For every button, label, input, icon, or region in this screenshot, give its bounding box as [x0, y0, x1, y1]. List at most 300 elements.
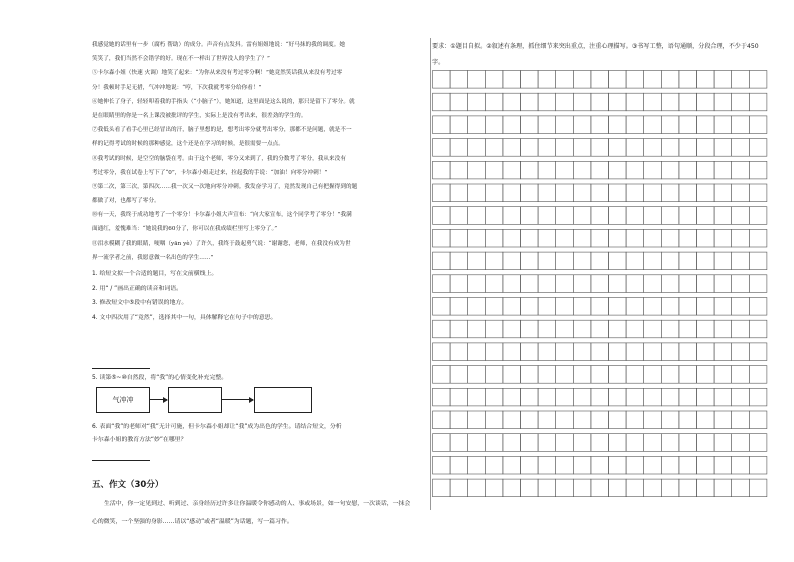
grid-cell[interactable] [679, 298, 697, 316]
grid-cell[interactable] [697, 388, 715, 406]
grid-cell[interactable] [591, 366, 609, 384]
grid-cell[interactable] [485, 343, 503, 361]
grid-cell[interactable] [626, 388, 644, 406]
grid-cell[interactable] [714, 116, 732, 134]
grid-cell[interactable] [591, 298, 609, 316]
grid-cell[interactable] [573, 229, 591, 247]
grid-cell[interactable] [609, 298, 627, 316]
grid-cell[interactable] [450, 207, 468, 225]
grid-cell[interactable] [714, 161, 732, 179]
grid-cell[interactable] [573, 184, 591, 202]
grid-cell[interactable] [433, 116, 451, 134]
flow-box-2[interactable] [168, 387, 222, 413]
grid-cell[interactable] [468, 411, 486, 429]
grid-cell[interactable] [661, 366, 679, 384]
grid-cell[interactable] [749, 71, 767, 89]
grid-cell[interactable] [714, 320, 732, 338]
grid-cell[interactable] [626, 71, 644, 89]
grid-cell[interactable] [450, 434, 468, 452]
grid-cell[interactable] [485, 139, 503, 157]
grid-cell[interactable] [485, 298, 503, 316]
grid-cell[interactable] [644, 207, 662, 225]
grid-cell[interactable] [732, 93, 750, 111]
writing-grid-cells[interactable] [432, 70, 768, 502]
grid-cell[interactable] [485, 252, 503, 270]
grid-cell[interactable] [591, 116, 609, 134]
grid-cell[interactable] [485, 434, 503, 452]
grid-cell[interactable] [626, 161, 644, 179]
grid-cell[interactable] [433, 411, 451, 429]
grid-cell[interactable] [661, 229, 679, 247]
grid-cell[interactable] [697, 456, 715, 474]
grid-cell[interactable] [697, 252, 715, 270]
grid-cell[interactable] [661, 139, 679, 157]
grid-cell[interactable] [661, 411, 679, 429]
grid-cell[interactable] [714, 411, 732, 429]
grid-cell[interactable] [697, 275, 715, 293]
grid-cell[interactable] [714, 434, 732, 452]
grid-cell[interactable] [503, 161, 521, 179]
grid-cell[interactable] [679, 161, 697, 179]
grid-cell[interactable] [503, 116, 521, 134]
grid-cell[interactable] [697, 161, 715, 179]
grid-cell[interactable] [644, 298, 662, 316]
grid-cell[interactable] [521, 207, 539, 225]
grid-cell[interactable] [609, 93, 627, 111]
grid-cell[interactable] [521, 161, 539, 179]
grid-cell[interactable] [609, 207, 627, 225]
grid-cell[interactable] [573, 252, 591, 270]
grid-cell[interactable] [626, 320, 644, 338]
grid-cell[interactable] [679, 116, 697, 134]
grid-cell[interactable] [679, 229, 697, 247]
grid-cell[interactable] [433, 388, 451, 406]
grid-cell[interactable] [450, 275, 468, 293]
grid-cell[interactable] [626, 366, 644, 384]
grid-cell[interactable] [521, 388, 539, 406]
grid-cell[interactable] [714, 275, 732, 293]
grid-cell[interactable] [538, 93, 556, 111]
grid-cell[interactable] [697, 320, 715, 338]
grid-cell[interactable] [609, 388, 627, 406]
grid-cell[interactable] [644, 343, 662, 361]
grid-cell[interactable] [749, 320, 767, 338]
grid-cell[interactable] [732, 71, 750, 89]
grid-cell[interactable] [538, 343, 556, 361]
grid-cell[interactable] [609, 184, 627, 202]
grid-cell[interactable] [644, 71, 662, 89]
grid-cell[interactable] [609, 456, 627, 474]
grid-cell[interactable] [644, 456, 662, 474]
grid-cell[interactable] [433, 479, 451, 497]
grid-cell[interactable] [732, 207, 750, 225]
grid-cell[interactable] [679, 320, 697, 338]
grid-cell[interactable] [679, 252, 697, 270]
grid-cell[interactable] [661, 320, 679, 338]
grid-cell[interactable] [468, 434, 486, 452]
grid-cell[interactable] [485, 456, 503, 474]
grid-cell[interactable] [609, 275, 627, 293]
grid-cell[interactable] [556, 184, 574, 202]
grid-cell[interactable] [503, 229, 521, 247]
grid-cell[interactable] [697, 71, 715, 89]
grid-cell[interactable] [538, 479, 556, 497]
grid-cell[interactable] [521, 479, 539, 497]
grid-cell[interactable] [609, 434, 627, 452]
grid-cell[interactable] [433, 298, 451, 316]
grid-cell[interactable] [609, 320, 627, 338]
grid-cell[interactable] [749, 116, 767, 134]
grid-cell[interactable] [521, 252, 539, 270]
grid-cell[interactable] [714, 207, 732, 225]
grid-cell[interactable] [521, 275, 539, 293]
grid-cell[interactable] [433, 275, 451, 293]
grid-cell[interactable] [556, 207, 574, 225]
grid-cell[interactable] [697, 116, 715, 134]
grid-cell[interactable] [521, 116, 539, 134]
grid-cell[interactable] [644, 411, 662, 429]
grid-cell[interactable] [626, 93, 644, 111]
grid-cell[interactable] [450, 479, 468, 497]
grid-cell[interactable] [538, 184, 556, 202]
grid-cell[interactable] [644, 93, 662, 111]
grid-cell[interactable] [697, 139, 715, 157]
grid-cell[interactable] [573, 411, 591, 429]
grid-cell[interactable] [644, 229, 662, 247]
grid-cell[interactable] [468, 229, 486, 247]
grid-cell[interactable] [626, 184, 644, 202]
grid-cell[interactable] [521, 434, 539, 452]
grid-cell[interactable] [749, 411, 767, 429]
grid-cell[interactable] [433, 456, 451, 474]
grid-cell[interactable] [503, 207, 521, 225]
grid-cell[interactable] [732, 456, 750, 474]
grid-cell[interactable] [591, 411, 609, 429]
grid-cell[interactable] [538, 71, 556, 89]
grid-cell[interactable] [521, 184, 539, 202]
grid-cell[interactable] [732, 229, 750, 247]
grid-cell[interactable] [433, 229, 451, 247]
grid-cell[interactable] [661, 343, 679, 361]
grid-cell[interactable] [468, 93, 486, 111]
grid-cell[interactable] [591, 275, 609, 293]
grid-cell[interactable] [591, 184, 609, 202]
grid-cell[interactable] [538, 139, 556, 157]
grid-cell[interactable] [538, 434, 556, 452]
grid-cell[interactable] [503, 456, 521, 474]
grid-cell[interactable] [521, 93, 539, 111]
grid-cell[interactable] [468, 252, 486, 270]
grid-cell[interactable] [485, 184, 503, 202]
grid-cell[interactable] [591, 456, 609, 474]
grid-cell[interactable] [538, 411, 556, 429]
grid-cell[interactable] [679, 207, 697, 225]
grid-cell[interactable] [573, 207, 591, 225]
grid-cell[interactable] [661, 252, 679, 270]
grid-cell[interactable] [679, 93, 697, 111]
grid-cell[interactable] [521, 456, 539, 474]
grid-cell[interactable] [591, 71, 609, 89]
grid-cell[interactable] [591, 229, 609, 247]
grid-cell[interactable] [573, 366, 591, 384]
grid-cell[interactable] [485, 366, 503, 384]
grid-cell[interactable] [749, 434, 767, 452]
grid-cell[interactable] [538, 229, 556, 247]
writing-grid[interactable] [432, 70, 768, 502]
grid-cell[interactable] [697, 184, 715, 202]
grid-cell[interactable] [591, 343, 609, 361]
grid-cell[interactable] [749, 343, 767, 361]
grid-cell[interactable] [609, 139, 627, 157]
grid-cell[interactable] [644, 116, 662, 134]
grid-cell[interactable] [644, 479, 662, 497]
grid-cell[interactable] [503, 479, 521, 497]
grid-cell[interactable] [679, 184, 697, 202]
grid-cell[interactable] [521, 343, 539, 361]
grid-cell[interactable] [697, 366, 715, 384]
grid-cell[interactable] [503, 298, 521, 316]
grid-cell[interactable] [714, 456, 732, 474]
grid-cell[interactable] [714, 184, 732, 202]
grid-cell[interactable] [573, 456, 591, 474]
grid-cell[interactable] [661, 116, 679, 134]
grid-cell[interactable] [626, 275, 644, 293]
grid-cell[interactable] [749, 275, 767, 293]
grid-cell[interactable] [450, 229, 468, 247]
grid-cell[interactable] [538, 366, 556, 384]
grid-cell[interactable] [697, 343, 715, 361]
grid-cell[interactable] [626, 298, 644, 316]
grid-cell[interactable] [450, 388, 468, 406]
grid-cell[interactable] [697, 298, 715, 316]
grid-cell[interactable] [538, 275, 556, 293]
grid-cell[interactable] [485, 320, 503, 338]
grid-cell[interactable] [749, 252, 767, 270]
grid-cell[interactable] [538, 116, 556, 134]
grid-cell[interactable] [521, 229, 539, 247]
grid-cell[interactable] [749, 207, 767, 225]
grid-cell[interactable] [626, 207, 644, 225]
grid-cell[interactable] [609, 366, 627, 384]
grid-cell[interactable] [433, 366, 451, 384]
grid-cell[interactable] [732, 116, 750, 134]
grid-cell[interactable] [485, 229, 503, 247]
grid-cell[interactable] [732, 298, 750, 316]
grid-cell[interactable] [450, 93, 468, 111]
grid-cell[interactable] [433, 434, 451, 452]
grid-cell[interactable] [749, 139, 767, 157]
grid-cell[interactable] [749, 479, 767, 497]
grid-cell[interactable] [591, 479, 609, 497]
grid-cell[interactable] [697, 93, 715, 111]
grid-cell[interactable] [503, 184, 521, 202]
grid-cell[interactable] [433, 139, 451, 157]
grid-cell[interactable] [714, 343, 732, 361]
grid-cell[interactable] [591, 93, 609, 111]
grid-cell[interactable] [503, 252, 521, 270]
grid-cell[interactable] [433, 71, 451, 89]
grid-cell[interactable] [468, 116, 486, 134]
grid-cell[interactable] [626, 411, 644, 429]
grid-cell[interactable] [714, 366, 732, 384]
grid-cell[interactable] [591, 207, 609, 225]
grid-cell[interactable] [644, 388, 662, 406]
grid-cell[interactable] [661, 479, 679, 497]
grid-cell[interactable] [732, 252, 750, 270]
grid-cell[interactable] [609, 343, 627, 361]
grid-cell[interactable] [661, 388, 679, 406]
grid-cell[interactable] [556, 139, 574, 157]
grid-cell[interactable] [468, 275, 486, 293]
grid-cell[interactable] [468, 161, 486, 179]
grid-cell[interactable] [697, 229, 715, 247]
grid-cell[interactable] [503, 411, 521, 429]
grid-cell[interactable] [679, 411, 697, 429]
grid-cell[interactable] [485, 275, 503, 293]
grid-cell[interactable] [503, 275, 521, 293]
grid-cell[interactable] [503, 71, 521, 89]
grid-cell[interactable] [661, 298, 679, 316]
grid-cell[interactable] [556, 93, 574, 111]
grid-cell[interactable] [433, 93, 451, 111]
grid-cell[interactable] [661, 434, 679, 452]
grid-cell[interactable] [450, 456, 468, 474]
grid-cell[interactable] [644, 161, 662, 179]
grid-cell[interactable] [450, 252, 468, 270]
grid-cell[interactable] [503, 434, 521, 452]
grid-cell[interactable] [573, 298, 591, 316]
grid-cell[interactable] [433, 207, 451, 225]
grid-cell[interactable] [503, 388, 521, 406]
grid-cell[interactable] [679, 456, 697, 474]
grid-cell[interactable] [556, 71, 574, 89]
grid-cell[interactable] [573, 388, 591, 406]
grid-cell[interactable] [609, 161, 627, 179]
grid-cell[interactable] [521, 139, 539, 157]
grid-cell[interactable] [609, 71, 627, 89]
grid-cell[interactable] [468, 139, 486, 157]
grid-cell[interactable] [714, 388, 732, 406]
grid-cell[interactable] [468, 388, 486, 406]
grid-cell[interactable] [556, 343, 574, 361]
grid-cell[interactable] [503, 320, 521, 338]
grid-cell[interactable] [538, 207, 556, 225]
grid-cell[interactable] [591, 388, 609, 406]
grid-cell[interactable] [591, 434, 609, 452]
grid-cell[interactable] [450, 298, 468, 316]
grid-cell[interactable] [450, 184, 468, 202]
grid-cell[interactable] [732, 184, 750, 202]
grid-cell[interactable] [661, 93, 679, 111]
grid-cell[interactable] [468, 343, 486, 361]
grid-cell[interactable] [679, 366, 697, 384]
grid-cell[interactable] [749, 366, 767, 384]
grid-cell[interactable] [450, 366, 468, 384]
grid-cell[interactable] [556, 116, 574, 134]
grid-cell[interactable] [609, 116, 627, 134]
grid-cell[interactable] [450, 320, 468, 338]
grid-cell[interactable] [450, 411, 468, 429]
grid-cell[interactable] [573, 320, 591, 338]
grid-cell[interactable] [468, 320, 486, 338]
grid-cell[interactable] [538, 161, 556, 179]
grid-cell[interactable] [732, 320, 750, 338]
grid-cell[interactable] [714, 139, 732, 157]
grid-cell[interactable] [485, 161, 503, 179]
grid-cell[interactable] [644, 366, 662, 384]
grid-cell[interactable] [556, 411, 574, 429]
grid-cell[interactable] [485, 116, 503, 134]
grid-cell[interactable] [679, 275, 697, 293]
grid-cell[interactable] [644, 320, 662, 338]
grid-cell[interactable] [521, 320, 539, 338]
grid-cell[interactable] [450, 139, 468, 157]
grid-cell[interactable] [450, 343, 468, 361]
grid-cell[interactable] [556, 456, 574, 474]
grid-cell[interactable] [626, 252, 644, 270]
grid-cell[interactable] [749, 298, 767, 316]
grid-cell[interactable] [503, 93, 521, 111]
grid-cell[interactable] [714, 229, 732, 247]
grid-cell[interactable] [679, 479, 697, 497]
grid-cell[interactable] [485, 207, 503, 225]
grid-cell[interactable] [556, 434, 574, 452]
grid-cell[interactable] [679, 343, 697, 361]
grid-cell[interactable] [626, 456, 644, 474]
grid-cell[interactable] [433, 252, 451, 270]
grid-cell[interactable] [573, 434, 591, 452]
grid-cell[interactable] [485, 388, 503, 406]
grid-cell[interactable] [556, 366, 574, 384]
grid-cell[interactable] [468, 298, 486, 316]
grid-cell[interactable] [450, 116, 468, 134]
grid-cell[interactable] [556, 161, 574, 179]
grid-cell[interactable] [714, 71, 732, 89]
grid-cell[interactable] [573, 479, 591, 497]
grid-cell[interactable] [591, 161, 609, 179]
grid-cell[interactable] [626, 229, 644, 247]
grid-cell[interactable] [661, 275, 679, 293]
grid-cell[interactable] [609, 252, 627, 270]
grid-cell[interactable] [714, 252, 732, 270]
grid-cell[interactable] [626, 479, 644, 497]
grid-cell[interactable] [556, 298, 574, 316]
grid-cell[interactable] [573, 116, 591, 134]
grid-cell[interactable] [644, 434, 662, 452]
grid-cell[interactable] [732, 161, 750, 179]
grid-cell[interactable] [556, 252, 574, 270]
grid-cell[interactable] [450, 161, 468, 179]
grid-cell[interactable] [538, 298, 556, 316]
grid-cell[interactable] [626, 343, 644, 361]
grid-cell[interactable] [433, 320, 451, 338]
grid-cell[interactable] [679, 139, 697, 157]
grid-cell[interactable] [732, 139, 750, 157]
grid-cell[interactable] [503, 366, 521, 384]
grid-cell[interactable] [644, 184, 662, 202]
grid-cell[interactable] [714, 479, 732, 497]
grid-cell[interactable] [556, 479, 574, 497]
grid-cell[interactable] [626, 139, 644, 157]
grid-cell[interactable] [450, 71, 468, 89]
grid-cell[interactable] [732, 411, 750, 429]
grid-cell[interactable] [538, 388, 556, 406]
grid-cell[interactable] [485, 411, 503, 429]
grid-cell[interactable] [485, 479, 503, 497]
grid-cell[interactable] [468, 71, 486, 89]
grid-cell[interactable] [485, 93, 503, 111]
grid-cell[interactable] [468, 184, 486, 202]
